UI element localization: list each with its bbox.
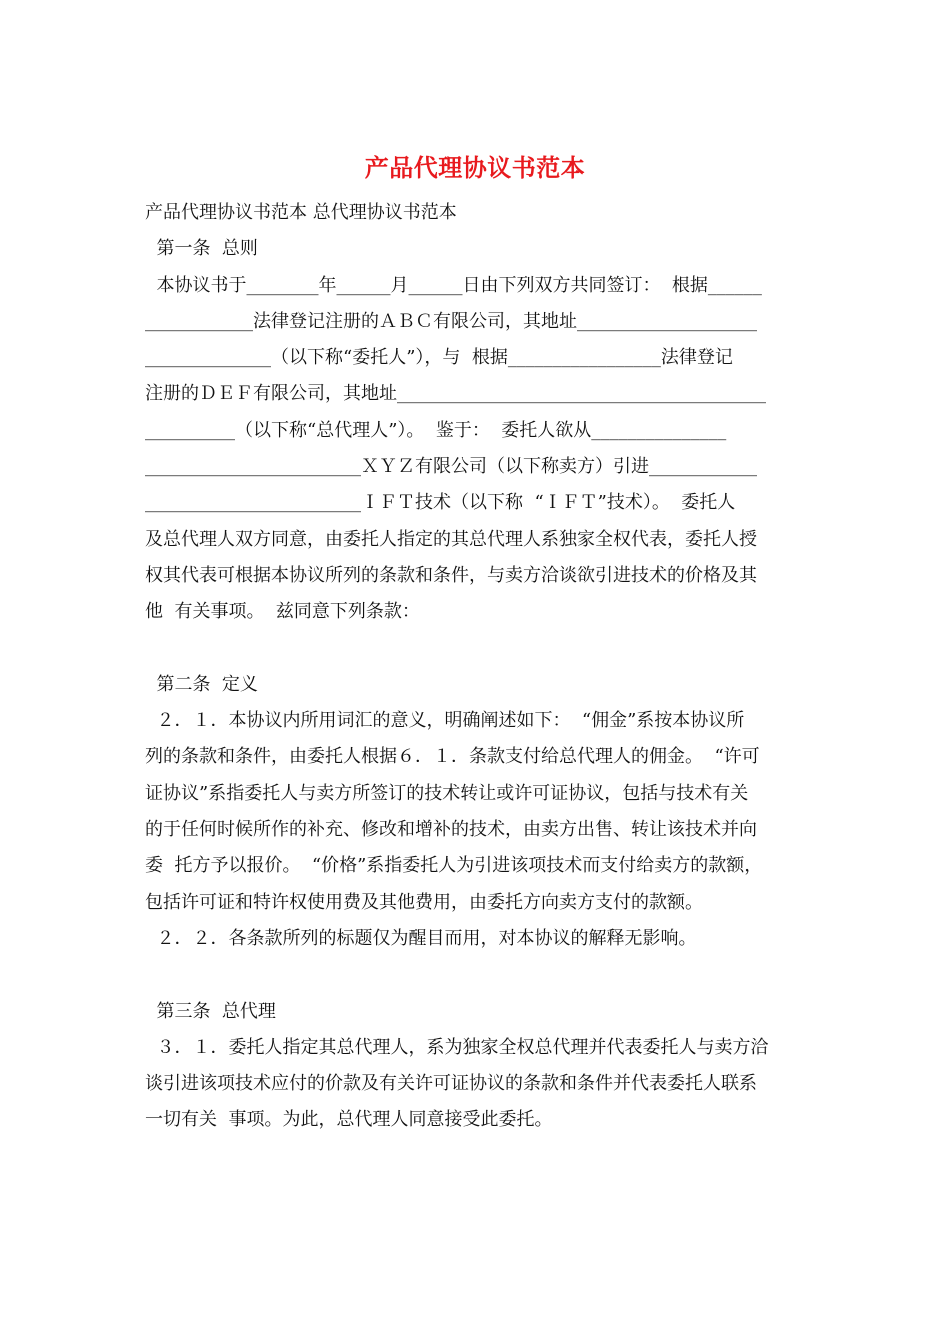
paragraph-line: ２．１．本协议内所用词汇的意义，明确阐述如下： “佣金”系按本协议所 <box>145 710 745 732</box>
document-body <box>145 195 810 1139</box>
paragraph-line: ____________法律登记注册的ＡＢＣ有限公司，其地址____________________ <box>145 310 757 332</box>
paragraph-line: 注册的ＤＥＦ有限公司，其地址_________________________________________ <box>145 383 766 405</box>
paragraph-line: 证协议”系指委托人与卖方所签订的技术转让或许可证协议，包括与技术有关 <box>145 782 749 804</box>
paragraph-line: 本协议书于________年______月______日由下列双方共同签订： 根据______ <box>145 274 762 296</box>
paragraph-line: ________________________ＸＹＺ有限公司（以下称卖方）引进____________ <box>145 456 757 478</box>
intro-line: 产品代理协议书范本 总代理协议书范本 <box>145 202 457 223</box>
paragraph-line: ________________________ＩＦＴ技术（以下称 “ＩＦＴ”技术）。 委托人 <box>145 492 736 514</box>
paragraph-line: 列的条款和条件，由委托人根据６．１．条款支付给总代理人的佣金。 “许可 <box>145 746 760 768</box>
paragraph-line: ３．１．委托人指定其总代理人，系为独家全权总代理并代表委托人与卖方洽 <box>145 1036 769 1058</box>
paragraph-line: 一切有关 事项。为此，总代理人同意接受此委托。 <box>145 1109 553 1131</box>
article-2-heading: 第二条 定义 <box>145 673 258 695</box>
paragraph-line: ２．２．各条款所列的标题仅为醒目而用，对本协议的解释无影响。 <box>145 927 697 949</box>
article-3-heading: 第三条 总代理 <box>145 1000 276 1022</box>
paragraph-line: 他 有关事项。 兹同意下列条款： <box>145 601 420 623</box>
paragraph-line: 及总代理人双方同意，由委托人指定的其总代理人系独家全权代表，委托人授 <box>145 528 757 550</box>
paragraph-line: ______________（以下称“委托人”），与 根据_________________法律登记 <box>145 347 733 369</box>
article-1-heading: 第一条 总则 <box>145 238 258 260</box>
paragraph-line: __________（以下称“总代理人”）。 鉴于： 委托人欲从_______________ <box>145 419 727 441</box>
document-title: 产品代理协议书范本 <box>364 153 586 182</box>
paragraph-line: 权其代表可根据本协议所列的条款和条件，与卖方洽谈欲引进技术的价格及其 <box>145 564 757 586</box>
paragraph-line: 包括许可证和特许权使用费及其他费用，由委托方向卖方支付的款额。 <box>145 891 703 913</box>
blank-line <box>145 631 810 667</box>
paragraph-line: 的于任何时候所作的补充、修改和增补的技术，由卖方出售、转让该技术并向 <box>145 819 757 841</box>
paragraph-line: 委 托方予以报价。 “价格”系指委托人为引进该项技术而支付给卖方的款额， <box>145 855 763 877</box>
blank-line <box>145 957 810 993</box>
paragraph-line: 谈引进该项技术应付的价款及有关许可证协议的条款和条件并代表委托人联系 <box>145 1073 757 1095</box>
